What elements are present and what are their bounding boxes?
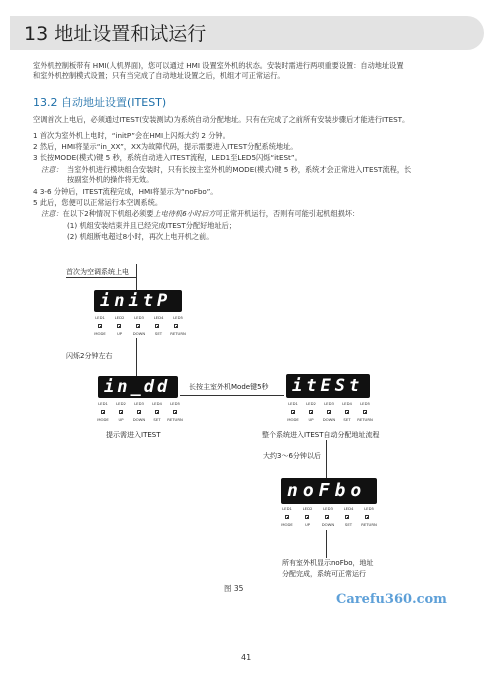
button-labels-4 xyxy=(278,522,378,527)
led3-label: LED3 xyxy=(323,506,333,511)
step-2: 2 然后，HMI将显示“in_XX”，XX为故障代码，提示需要进入ITEST分配系统地址。 xyxy=(33,142,298,151)
set-button-icon[interactable] xyxy=(345,515,349,519)
led-labels-2 xyxy=(94,401,184,406)
step-3: 3 长按MODE(模式)键 5 秒，系统自动进入ITEST流程，LED1至LED5闪烁“itESt”。 xyxy=(33,153,302,162)
connector-start-h xyxy=(66,277,136,278)
page-number: 41 xyxy=(241,653,252,662)
step-4: 4 3-6 分钟后，ITEST流程完成，HMI将显示为“noFbo”。 xyxy=(33,187,218,196)
return-button-icon[interactable] xyxy=(363,410,367,414)
note-1-line-1: 当室外机进行模块组合安装时，只有长按主室外机的MODE(模式)键 5 秒，系统才会正常进入ITEST流程，长 xyxy=(67,165,412,174)
hmi-display-in-dd xyxy=(98,376,178,398)
led1-label: LED1 xyxy=(282,506,292,511)
return-label: RETURN xyxy=(167,417,183,422)
led2-label: LED2 xyxy=(302,506,313,511)
led1-label: LED1 xyxy=(288,401,298,406)
up-label: UP xyxy=(118,417,124,422)
note-1-label: 注意： xyxy=(41,165,63,174)
led5-label: LED5 xyxy=(360,401,370,406)
led3-label: LED3 xyxy=(134,401,144,406)
led3-label: LED3 xyxy=(324,401,334,406)
button-labels-2 xyxy=(94,417,184,422)
down-label: DOWN xyxy=(322,417,336,422)
mode-button-icon[interactable] xyxy=(285,515,289,519)
down-button-icon[interactable] xyxy=(136,324,140,328)
set-button-icon[interactable] xyxy=(155,410,159,414)
set-button-icon[interactable] xyxy=(345,410,349,414)
label-auto-address: 整个系统进入ITEST自动分配地址流程 xyxy=(262,431,380,439)
label-done-1: 所有室外机显示noFbo，地址 xyxy=(282,559,374,567)
return-button-icon[interactable] xyxy=(174,324,178,328)
led2-label: LED2 xyxy=(116,401,126,406)
connector-2-3 xyxy=(180,395,284,396)
led4-label: LED4 xyxy=(152,401,162,406)
led4-label: LED4 xyxy=(342,401,352,406)
down-label: DOWN xyxy=(132,417,146,422)
return-label: RETURN xyxy=(357,417,373,422)
connector-1-2 xyxy=(136,338,137,376)
led5-label: LED5 xyxy=(170,401,180,406)
connector-3-4 xyxy=(326,440,327,478)
up-button-icon[interactable] xyxy=(309,410,313,414)
note-2-pre: 在以下2种情况下机组必须要 xyxy=(62,209,154,218)
up-button-icon[interactable] xyxy=(119,410,123,414)
down-label: DOWN xyxy=(132,331,146,336)
led5-label: LED5 xyxy=(364,506,374,511)
display-text: initP xyxy=(100,291,172,311)
note-1-line-2: 按副室外机的操作将无效。 xyxy=(67,175,154,184)
return-label: RETURN xyxy=(170,331,186,336)
down-label: DOWN xyxy=(321,522,335,527)
down-button-icon[interactable] xyxy=(327,410,331,414)
chapter-title-bar xyxy=(10,16,484,50)
note-2 xyxy=(41,209,359,219)
label-wait-3-6min: 大约3～6分钟以后 xyxy=(263,452,321,460)
set-label: SET xyxy=(153,417,161,422)
watermark: Carefu360.com xyxy=(336,592,447,607)
intro-line-1: 室外机控制板带有 HMI(人机界面)，您可以通过 HMI 设置室外机的状态。安装时需进行两项重要设置：自动地址设置 xyxy=(33,61,404,70)
up-button-icon[interactable] xyxy=(117,324,121,328)
set-label: SET xyxy=(154,331,163,336)
led1-label: LED1 xyxy=(98,401,108,406)
set-button-icon[interactable] xyxy=(155,324,159,328)
button-labels-3 xyxy=(284,417,374,422)
note-2-item-2: (2) 机组断电超过8小时，再次上电开机之前。 xyxy=(67,232,214,241)
led-labels-4 xyxy=(278,506,378,511)
up-label: UP xyxy=(116,331,123,336)
label-need-itest: 提示需进入ITEST xyxy=(106,431,161,439)
led4-label: LED4 xyxy=(343,506,354,511)
up-label: UP xyxy=(308,417,314,422)
led4-label: LED4 xyxy=(153,315,164,320)
return-button-icon[interactable] xyxy=(173,410,177,414)
intro-line-2: 和室外机控制模式设置；只有当完成了自动地址设置之后，机组才可正常运行。 xyxy=(33,71,285,80)
led2-label: LED2 xyxy=(114,315,125,320)
mode-button-icon[interactable] xyxy=(101,410,105,414)
hmi-display-itest xyxy=(286,374,370,398)
led-labels-3 xyxy=(284,401,374,406)
up-button-icon[interactable] xyxy=(305,515,309,519)
mode-label: MODE xyxy=(281,522,293,527)
up-label: UP xyxy=(304,522,311,527)
down-button-icon[interactable] xyxy=(325,515,329,519)
display-text: in_dd xyxy=(104,377,171,397)
return-label: RETURN xyxy=(361,522,377,527)
display-text: itESt xyxy=(292,376,364,396)
set-label: SET xyxy=(344,522,353,527)
led2-label: LED2 xyxy=(306,401,316,406)
down-button-icon[interactable] xyxy=(137,410,141,414)
label-done-2: 分配完成，系统可正常运行 xyxy=(282,570,366,578)
led1-label: LED1 xyxy=(95,315,105,320)
mode-label: MODE xyxy=(94,331,106,336)
mode-button-icon[interactable] xyxy=(291,410,295,414)
section-title: 13.2 自动地址设置(ITEST) xyxy=(33,96,167,109)
connector-start-v xyxy=(136,264,137,290)
mode-label: MODE xyxy=(97,417,109,422)
mode-button-icon[interactable] xyxy=(98,324,102,328)
label-press-mode-5s: 长按主室外机Mode键5秒 xyxy=(189,383,269,391)
led-labels-1 xyxy=(91,315,187,320)
label-first-power-on: 首次为空调系统上电 xyxy=(66,268,129,276)
note-2-label: 注意： xyxy=(41,209,63,218)
label-flash-2min: 闪烁2分钟左右 xyxy=(66,352,113,360)
button-labels-1 xyxy=(91,331,187,336)
note-2-post: 可正常开机运行，否则有可能引起机组损坏： xyxy=(215,209,360,218)
connector-4-end xyxy=(326,530,327,558)
note-2-item-1: (1) 机组安装结束并且已经完成ITEST分配好地址后； xyxy=(67,221,237,230)
hmi-display-nofbo xyxy=(281,478,377,504)
led3-label: LED3 xyxy=(134,315,144,320)
step-5: 5 此后，您便可以正常运行本空调系统。 xyxy=(33,198,163,207)
step-1: 1 首次为室外机上电时，“initP”会在HMI上闪烁大约 2 分钟。 xyxy=(33,131,230,140)
led5-label: LED5 xyxy=(173,315,183,320)
hmi-display-initp xyxy=(94,290,182,312)
mode-label: MODE xyxy=(287,417,299,422)
note-2-emphasis: 上电待机6小时后方 xyxy=(153,209,216,218)
return-button-icon[interactable] xyxy=(365,515,369,519)
figure-caption: 图 35 xyxy=(224,584,244,593)
set-label: SET xyxy=(343,417,351,422)
display-text: noFbo xyxy=(287,480,367,501)
section-lead: 空调首次上电后，必须通过ITEST(安装测试)为系统自动分配地址。只有在完成了之前所有安装步骤后才能进行ITEST。 xyxy=(33,115,410,124)
chapter-title: 13 地址设置和试运行 xyxy=(24,23,207,45)
